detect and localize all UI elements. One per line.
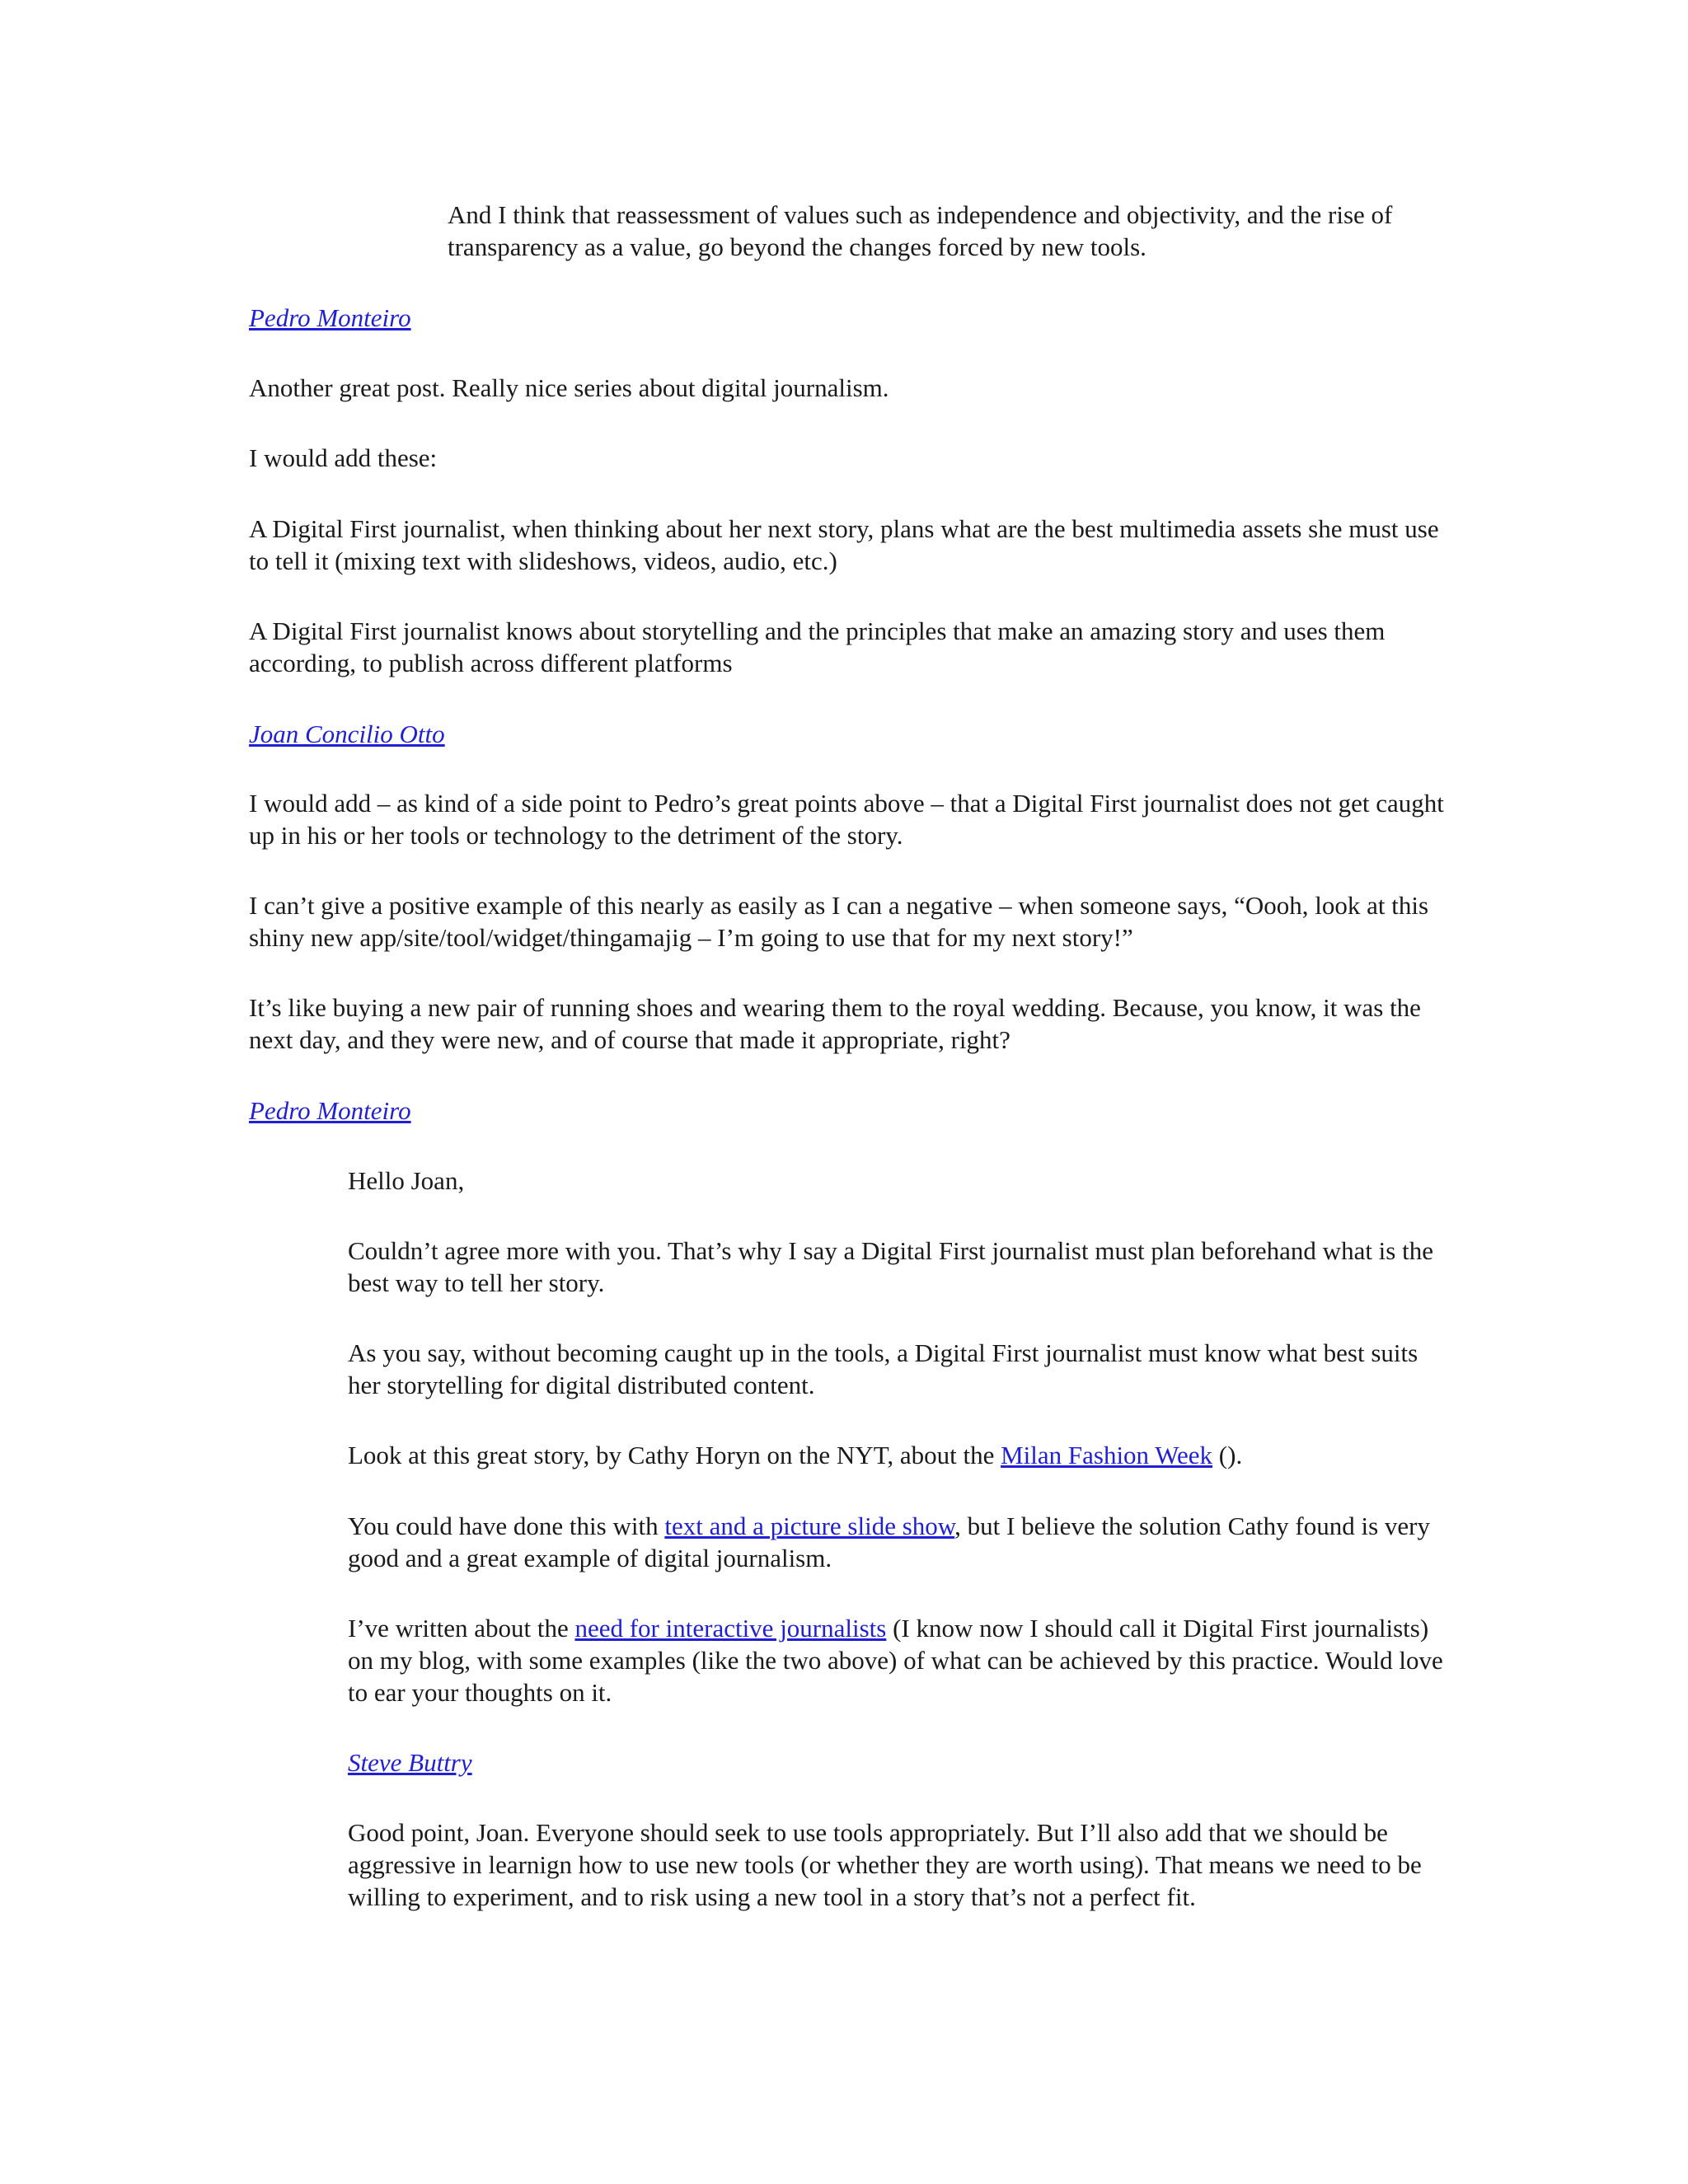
comment-author-joan-concilio-otto xyxy=(249,718,1452,750)
comment-author-pedro-monteiro xyxy=(249,302,1452,334)
comment-author-pedro-monteiro-reply xyxy=(249,1094,1452,1127)
reply-paragraph: Couldn’t agree more with you. That’s why I say a Digital First journalist must plan beforehand what is the best way to tell her story. xyxy=(348,1236,1433,1297)
comment-paragraph: A Digital First journalist, when thinking about her next story, plans what are the best multimedia assets she must use to tell it (mixing text with slideshows, videos, audio, etc.) xyxy=(249,514,1439,575)
interactive-journalists-link[interactable]: need for interactive journalists xyxy=(574,1614,887,1643)
slide-show-link[interactable]: text and a picture slide show xyxy=(664,1511,955,1540)
comment-paragraph: I would add – as kind of a side point to Pedro’s great points above – that a Digital First journalist does not get caught up in his or her tools or technology to the detriment of the story. xyxy=(249,789,1444,850)
author-link[interactable]: Steve Buttry xyxy=(348,1748,472,1777)
comment-paragraph: Another great post. Really nice series about digital journalism. xyxy=(249,373,889,402)
comment-paragraph: I can’t give a positive example of this nearly as easily as I can a negative – when someone says, “Oooh, look at this shiny new app/site/tool/widget/thingamajig – I’m going to use that for my next story!” xyxy=(249,891,1429,952)
quote-paragraph: And I think that reassessment of values such as independence and objectivity, and the rise of transparency as a value, go beyond the changes forced by new tools. xyxy=(448,200,1393,261)
comment-author-steve-buttry xyxy=(348,1746,1452,1779)
reply-paragraph: As you say, without becoming caught up in the tools, a Digital First journalist must know what best suits her storytelling for digital distributed content. xyxy=(348,1338,1418,1399)
reply-paragraph xyxy=(348,1612,1452,1708)
reply-text: You could have done this with xyxy=(348,1511,665,1540)
reply-text: (). xyxy=(1212,1441,1243,1469)
author-link[interactable]: Joan Concilio Otto xyxy=(249,719,445,748)
reply-paragraph xyxy=(348,1439,1452,1471)
reply-text: , but I believe the solution Cathy found is very good and a great example of digital journalism. xyxy=(348,1511,1431,1572)
comment-paragraph: A Digital First journalist knows about storytelling and the principles that make an amazing story and uses them according, to publish across different platforms xyxy=(249,616,1386,677)
reply-paragraph: Good point, Joan. Everyone should seek to use tools appropriately. But I’ll also add that we should be aggressive in learnign how to use new tools (or whether they are worth using). That means we need to be willing to experiment, and to risk using a new tool in a story that’s not a perfect fit. xyxy=(348,1818,1422,1911)
milan-fashion-week-link[interactable]: Milan Fashion Week xyxy=(1001,1441,1213,1469)
reply-text: I’ve written about the xyxy=(348,1614,575,1643)
comment-paragraph: I would add these: xyxy=(249,443,438,472)
author-link[interactable]: Pedro Monteiro xyxy=(249,303,411,332)
comment-paragraph: It’s like buying a new pair of running shoes and wearing them to the royal wedding. Because, you know, it was the next day, and they were new, and of course that made it appropriate, right? xyxy=(249,993,1421,1054)
author-link[interactable]: Pedro Monteiro xyxy=(249,1096,411,1125)
reply-greeting: Hello Joan, xyxy=(348,1166,465,1195)
reply-text: (I know now I should call it Digital First journalists) on my blog, with some examples (like the two above) of what can be achieved by this practice. Would love to ear your thoughts on it. xyxy=(348,1614,1443,1707)
reply-paragraph xyxy=(348,1510,1452,1574)
reply-text: Look at this great story, by Cathy Horyn on the NYT, about the xyxy=(348,1441,1001,1469)
